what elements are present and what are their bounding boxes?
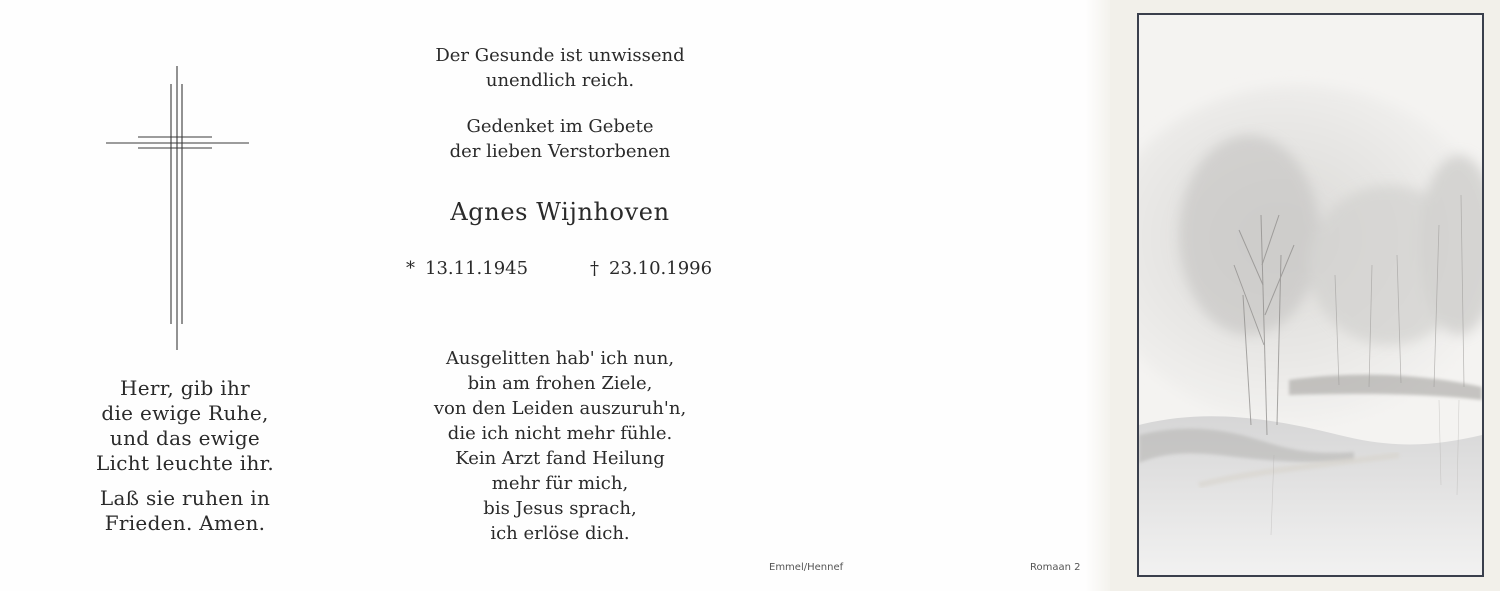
poem-line: Ausgelitten hab' ich nun, — [445, 348, 675, 369]
poem — [380, 346, 740, 546]
printer-credit: Emmel/Hennef — [769, 562, 844, 573]
birth — [406, 258, 528, 279]
landscape-illustration — [1137, 13, 1484, 577]
poem-line: bis Jesus sprach, — [483, 498, 637, 519]
birth-star-icon: * — [406, 258, 415, 279]
prayer-line: Frieden. Amen. — [104, 511, 266, 535]
poem-line: die ich nicht mehr fühle. — [447, 423, 673, 444]
left-panel — [0, 0, 370, 591]
life-dates — [380, 258, 740, 288]
prayer-line: Herr, gib ihr — [119, 376, 250, 400]
poem-line: Kein Arzt fand Heilung — [455, 448, 665, 469]
death-date: 23.10.1996 — [609, 258, 713, 279]
design-code: Romaan 2 — [1030, 562, 1081, 573]
death-dagger-icon: † — [590, 258, 599, 279]
prayer-line: die ewige Ruhe, — [101, 401, 269, 425]
poem-line: von den Leiden auszuruh'n, — [433, 398, 687, 419]
motto-line: unendlich reich. — [485, 70, 635, 91]
motto-line: Der Gesunde ist unwissend — [435, 45, 685, 66]
birth-date: 13.11.1945 — [425, 258, 529, 279]
prayer-block-1 — [40, 376, 330, 476]
remembrance-line: der lieben Verstorbenen — [449, 141, 671, 162]
cross-icon — [100, 62, 256, 354]
death — [590, 258, 712, 279]
winter-landscape-image — [1139, 15, 1482, 575]
poem-line: ich erlöse dich. — [490, 523, 630, 544]
prayer-line: Licht leuchte ihr. — [96, 451, 274, 475]
center-panel — [380, 0, 740, 591]
prayer-block-2 — [40, 486, 330, 536]
poem-line: bin am frohen Ziele, — [467, 373, 653, 394]
motto — [380, 43, 740, 93]
prayer-line: Laß sie ruhen in — [99, 486, 271, 510]
deceased-name: Agnes Wijnhoven — [450, 198, 670, 226]
poem-line: mehr für mich, — [491, 473, 629, 494]
prayer-line: und das ewige — [109, 426, 261, 450]
remembrance-line: Gedenket im Gebete — [466, 116, 654, 137]
remembrance-text — [380, 114, 740, 164]
